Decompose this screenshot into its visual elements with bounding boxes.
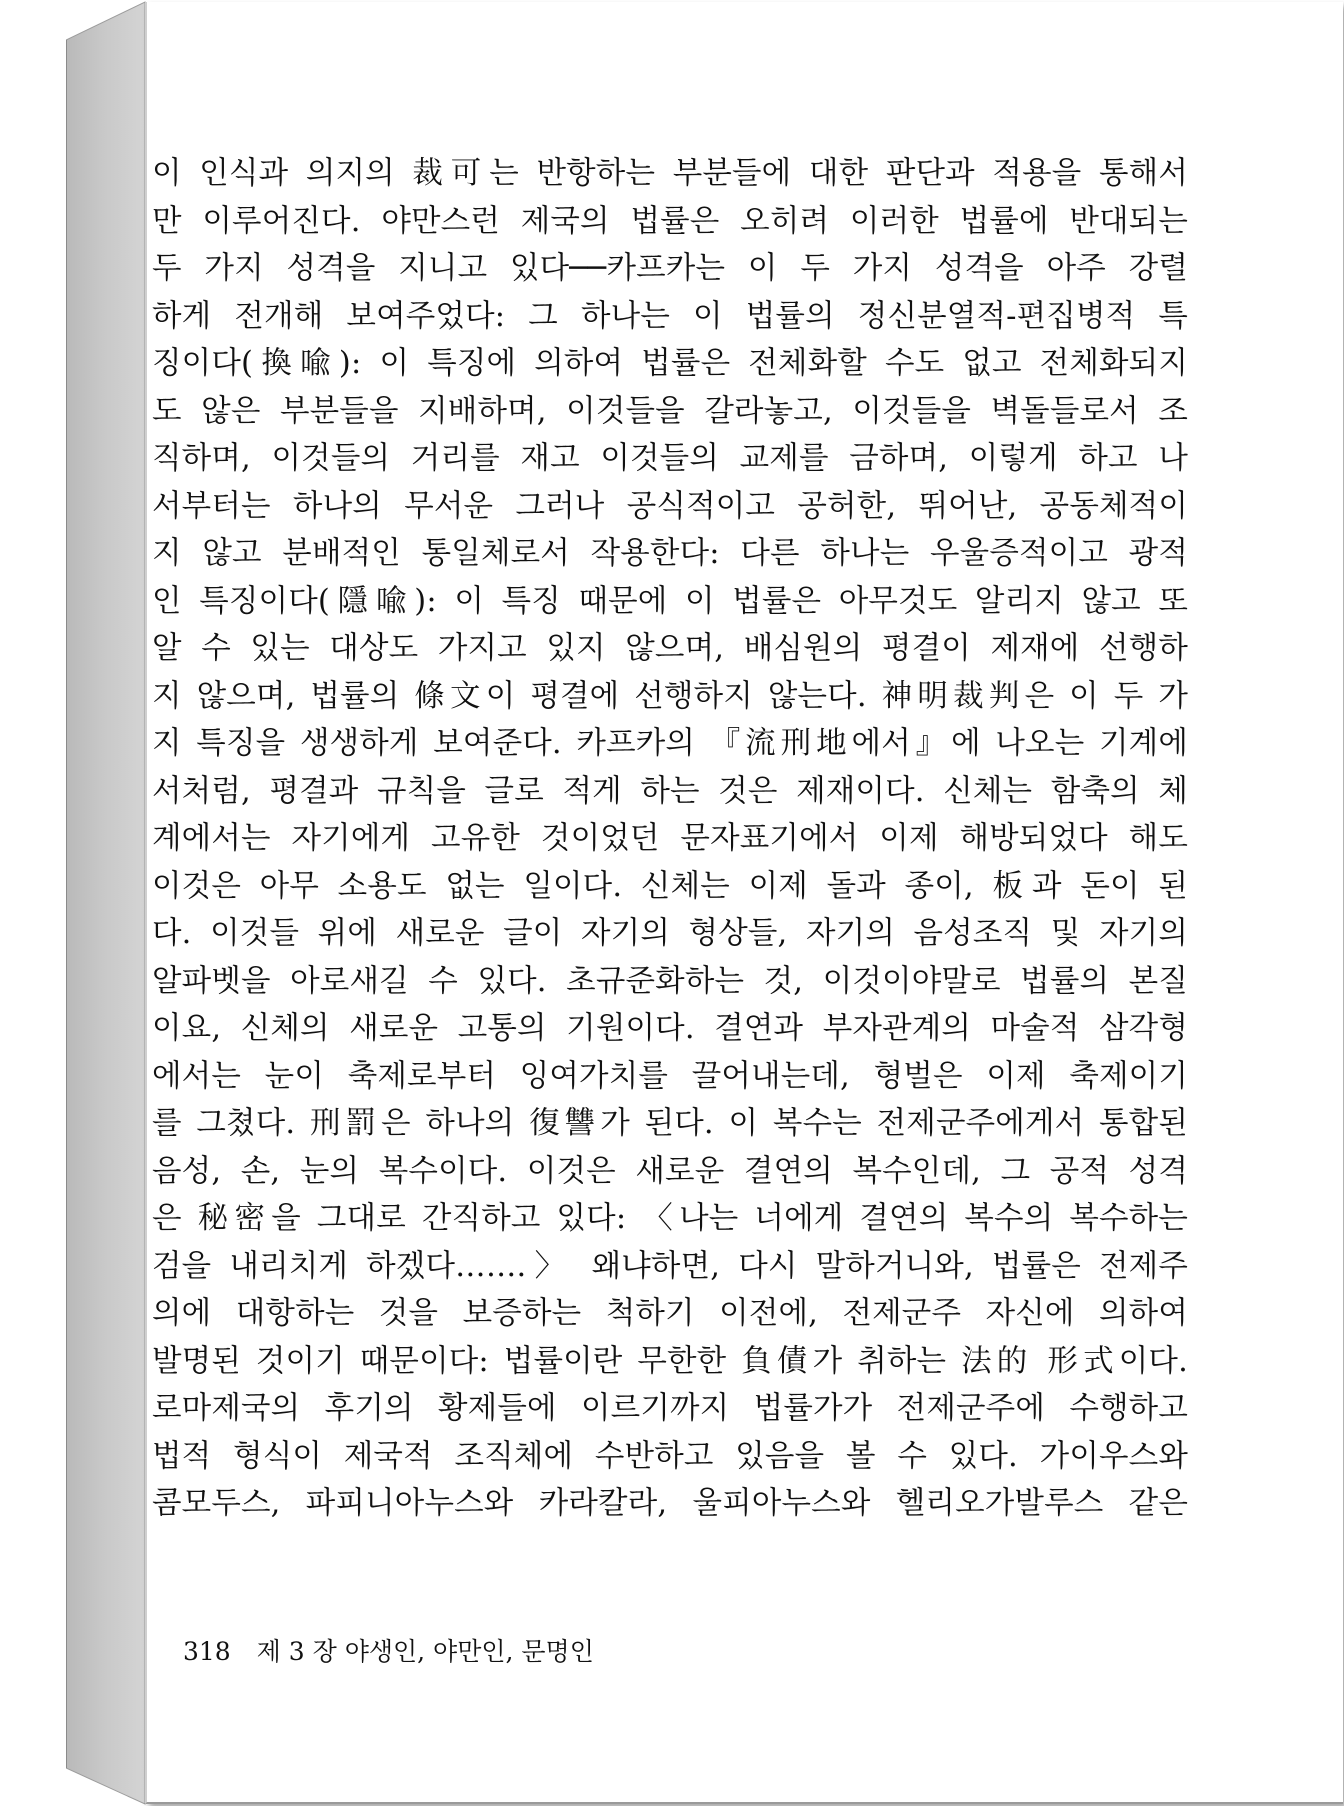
text-line: 도 않은 부분들을 지배하며, 이것들을 갈라놓고, 이것들을 벽돌들로서 조 — [152, 393, 1188, 429]
text-line: 콤모두스, 파피니아누스와 카라칼라, 울피아누스와 헬리오가발루스 같은 — [152, 1486, 1188, 1521]
text-line: 알 수 있는 대상도 가지고 있지 않으며, 배심원의 평결이 제재에 선행하 — [152, 631, 1188, 666]
text-line: 로마제국의 후기의 황제들에 이르기까지 법률가가 전제군주에 수행하고 — [152, 1391, 1188, 1426]
page-number: 318 — [183, 1637, 231, 1666]
text-line: 검을 내리치게 하겠다…….〉 왜냐하면, 다시 말하거니와, 법률은 전제주 — [152, 1248, 1188, 1284]
chapter-title: 제 3 장 야생인, 야만인, 문명인 — [256, 1637, 594, 1666]
page-body-text — [152, 150, 1188, 1528]
text-line: 지 않으며, 법률의 條文이 평결에 선행하지 않는다. 神明裁判은 이 두 가 — [152, 678, 1188, 714]
text-line: 서처럼, 평결과 규칙을 글로 적게 하는 것은 제재이다. 신체는 함축의 체 — [152, 773, 1188, 809]
text-line: 알파벳을 아로새길 수 있다. 초규준화하는 것, 이것이야말로 법률의 본질 — [152, 963, 1188, 999]
text-line: 법적 형식이 제국적 조직체에 수반하고 있음을 볼 수 있다. 가이우스와 — [152, 1438, 1188, 1474]
book-edge-shape — [66, 0, 146, 1806]
text-line: 에서는 눈이 축제로부터 잉여가치를 끌어내는데, 형벌은 이제 축제이기 — [152, 1058, 1188, 1094]
text-line: 직하며, 이것들의 거리를 재고 이것들의 교제를 금하며, 이렇게 하고 나 — [152, 441, 1188, 476]
text-line: 징이다(換喩): 이 특징에 의하여 법률은 전체화할 수도 없고 전체화되지 — [152, 346, 1188, 381]
text-line: 서부터는 하나의 무서운 그러나 공식적이고 공허한, 뛰어난, 공동체적이 — [152, 488, 1188, 524]
text-line: 은 秘密을 그대로 간직하고 있다: 〈나는 너에게 결연의 복수의 복수하는 — [152, 1201, 1188, 1236]
text-line: 의에 대항하는 것을 보증하는 척하기 이전에, 전제군주 자신에 의하여 — [152, 1296, 1188, 1331]
text-line: 이것은 아무 소용도 없는 일이다. 신체는 이제 돌과 종이, 板과 돈이 된 — [152, 868, 1188, 904]
text-line: 두 가지 성격을 지니고 있다──카프카는 이 두 가지 성격을 아주 강렬 — [152, 251, 1188, 286]
text-line: 음성, 손, 눈의 복수이다. 이것은 새로운 결연의 복수인데, 그 공적 성격 — [152, 1153, 1188, 1189]
page-footer — [183, 1632, 594, 1668]
text-line: 발명된 것이기 때문이다: 법률이란 무한한 負債가 취하는 法的 形式이다. — [152, 1343, 1188, 1379]
text-line: 를 그쳤다. 刑罰은 하나의 復讐가 된다. 이 복수는 전제군주에게서 통합된 — [152, 1106, 1188, 1141]
text-line: 지 않고 분배적인 통일체로서 작용한다: 다른 하나는 우울증적이고 광적 — [152, 536, 1188, 571]
text-line: 지 특징을 생생하게 보여준다. 카프카의 『流刑地에서』에 나오는 기계에 — [152, 726, 1188, 761]
book-edge — [66, 0, 146, 1806]
text-line: 하게 전개해 보여주었다: 그 하나는 이 법률의 정신분열적-편집병적 특 — [152, 298, 1188, 334]
text-line: 계에서는 자기에게 고유한 것이었던 문자표기에서 이제 해방되었다 해도 — [152, 821, 1188, 856]
text-line: 이 인식과 의지의 裁可는 반항하는 부분들에 대한 판단과 적용을 통해서 — [152, 156, 1188, 191]
text-line: 인 특징이다(隱喩): 이 특징 때문에 이 법률은 아무것도 알리지 않고 또 — [152, 583, 1188, 619]
text-line: 만 이루어진다. 야만스런 제국의 법률은 오히려 이러한 법률에 반대되는 — [152, 203, 1188, 239]
text-line: 이요, 신체의 새로운 고통의 기원이다. 결연과 부자관계의 마술적 삼각형 — [152, 1011, 1188, 1046]
text-line: 다. 이것들 위에 새로운 글이 자기의 형상들, 자기의 음성조직 및 자기의 — [152, 916, 1188, 951]
